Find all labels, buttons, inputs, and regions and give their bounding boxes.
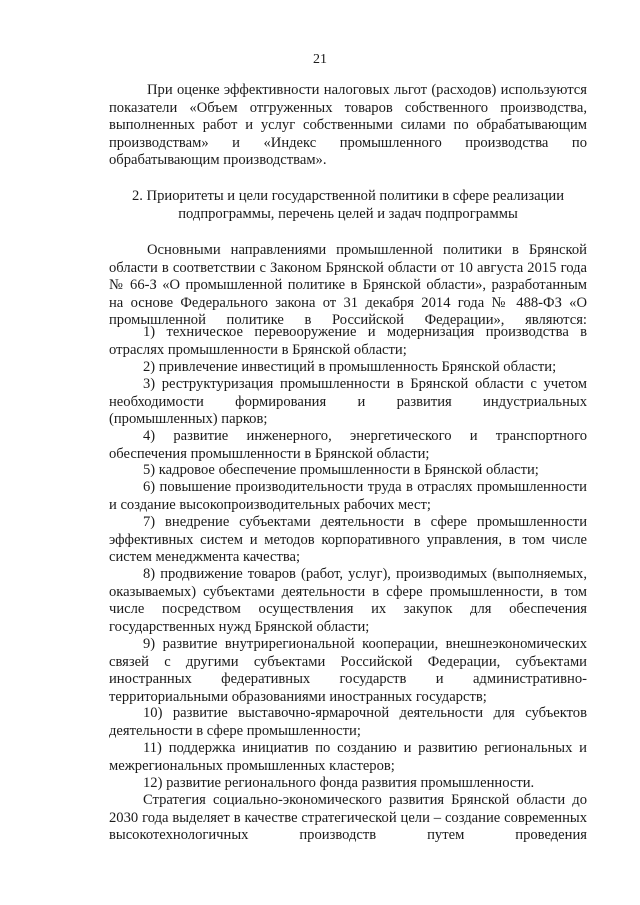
- direction-item: 11) поддержка инициатив по созданию и развитию региональных и межрегиональных промышленных кластеров;: [109, 740, 587, 774]
- direction-item: 6) повышение производительности труда в отраслях промышленности и создание высокопроизводительных рабочих мест;: [109, 479, 587, 513]
- intro-paragraph-text: При оценке эффективности налоговых льгот (расходов) используются показатели «Объем отгруженных товаров собственного производства, выполненных работ и услуг собственными силами по обрабатывающим производствам» и «Индекс промышленного производства по обрабатывающим производствам».: [109, 82, 587, 169]
- main-directions-intro-text: Основными направлениями промышленной политики в Брянской области в соответствии с Законом Брянской области от 10 августа 2015 года № 66-З «О промышленной политике в Брянской области», разработанным на основе Федерального закона от 31 декабря 2014 года № 488-ФЗ «О промышленной политике в Российской Федерации», являются:: [109, 242, 587, 329]
- strategy-paragraph: [109, 792, 587, 845]
- page-number: 21: [313, 52, 327, 67]
- direction-item: 4) развитие инженерного, энергетического и транспортного обеспечения промышленности в Брянской области;: [109, 428, 587, 462]
- direction-item: 3) реструктуризация промышленности в Брянской области с учетом необходимости формирования и развития индустриальных (промышленных) парков;: [109, 376, 587, 428]
- direction-item: 10) развитие выставочно-ярмарочной деятельности для субъектов деятельности в сфере промышленности;: [109, 705, 587, 739]
- direction-item: 5) кадровое обеспечение промышленности в Брянской области;: [143, 462, 539, 478]
- intro-paragraph: [109, 82, 587, 170]
- section-heading: 2. Приоритеты и цели государственной политики в сфере реализации подпрограммы, перечень целей и задач подпрограммы: [131, 188, 565, 222]
- direction-item: 9) развитие внутрирегиональной кооперации, внешнеэкономических связей с другими субъектами Российской Федерации, субъектами иностранных федеративных государств и административно-территориальными образованиями иностранных государств;: [109, 636, 587, 705]
- direction-item: 1) техническое перевооружение и модернизация производства в отраслях промышленности в Брянской области;: [109, 324, 587, 358]
- main-directions-intro: [109, 242, 587, 330]
- direction-item: 7) внедрение субъектами деятельности в сфере промышленности эффективных систем и методов корпоративного управления, в том числе систем менеджмента качества;: [109, 514, 587, 566]
- strategy-paragraph-text: Стратегия социально-экономического развития Брянской области до 2030 года выделяет в качестве стратегической цели – создание современных высокотехнологичных производств путем проведения: [109, 792, 587, 844]
- direction-item: 12) развитие регионального фонда развития промышленности.: [143, 775, 535, 791]
- direction-item: 8) продвижение товаров (работ, услуг), производимых (выполняемых, оказываемых) субъектами деятельности в сфере промышленности, в том числе посредством осуществления их закупок для обеспечения государственных нужд Брянской области;: [109, 566, 587, 635]
- direction-item: 2) привлечение инвестиций в промышленность Брянской области;: [143, 359, 557, 375]
